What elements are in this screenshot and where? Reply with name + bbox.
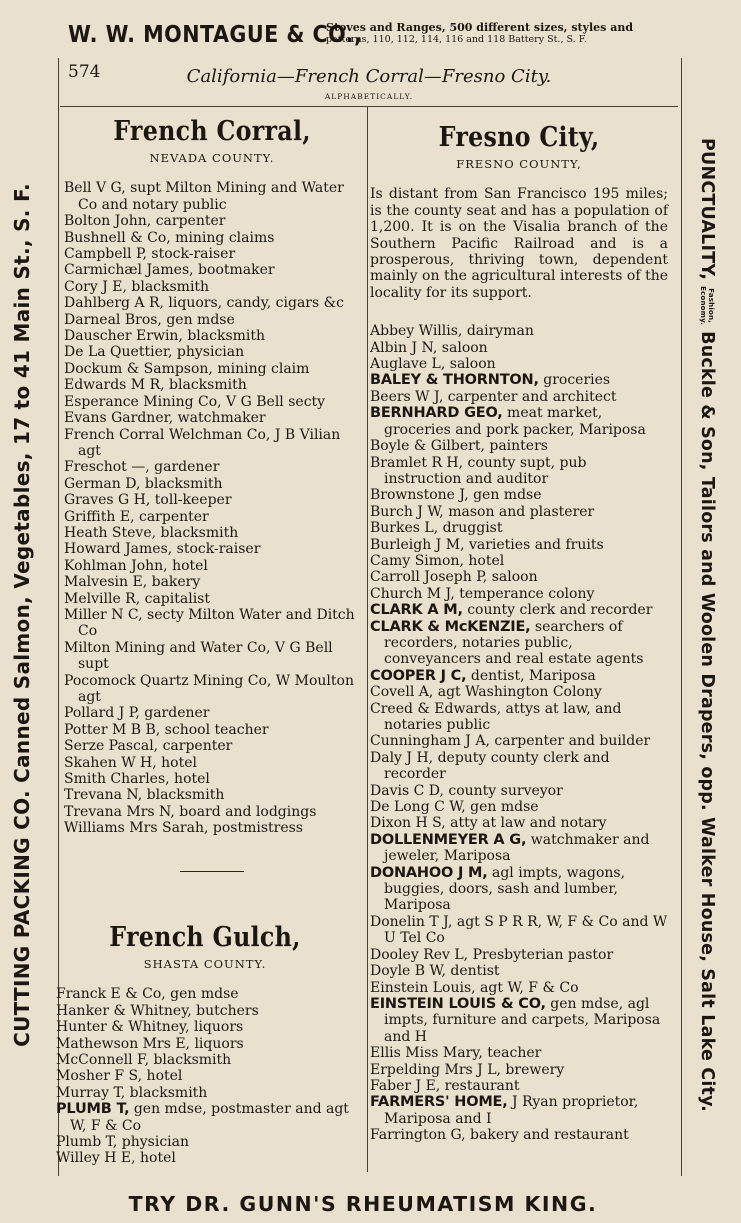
directory-entry: Carmichæl James, bootmaker	[64, 262, 275, 279]
business-name: DOLLENMEYER A G,	[370, 831, 527, 848]
business-name: COOPER J C,	[370, 667, 467, 684]
directory-entry	[370, 996, 668, 1045]
business-details: county clerk and recorder	[462, 602, 653, 619]
directory-entry: Williams Mrs Sarah, postmistress	[64, 820, 303, 837]
directory-entry: Potter M B B, school teacher	[64, 721, 269, 738]
directory-entry	[370, 832, 668, 865]
directory-entry: Murray T, blacksmith	[56, 1084, 208, 1101]
directory-entry: Donelin T J, agt S P R R, W, F & Co and W U Tel Co	[370, 913, 668, 947]
french-corral-section	[64, 116, 360, 872]
directory-entry: Ellis Miss Mary, teacher	[370, 1045, 542, 1062]
directory-entry: Davis C D, county surveyor	[370, 782, 563, 799]
right-ad-part1: PUNCTUALITY,	[697, 138, 717, 281]
top-ad-line1: Stoves and Ranges, 500 different sizes, styles and	[326, 21, 634, 34]
directory-entry: German D, blacksmith	[64, 475, 223, 492]
directory-entry: Esperance Mining Co, V G Bell secty	[64, 393, 326, 410]
fresno-city-section	[370, 122, 668, 1144]
directory-entry: Campbell P, stock-raiser	[64, 246, 236, 263]
business-details: meat market, groceries and pork packer, Mariposa	[384, 405, 646, 438]
directory-entry	[56, 1101, 354, 1134]
business-details: dentist, Mariposa	[466, 667, 596, 684]
directory-entry: Pollard J P, gardener	[64, 705, 210, 722]
directory-list	[64, 180, 360, 836]
alphabetically-label: ALPHABETICALLY.	[324, 92, 414, 101]
directory-entry	[370, 619, 668, 668]
section-divider	[180, 871, 244, 872]
town-heading: French Gulch,	[109, 922, 301, 953]
directory-entry: Mathewson Mrs E, liquors	[56, 1035, 244, 1052]
page-header	[60, 60, 678, 108]
directory-entry: Bushnell & Co, mining claims	[64, 229, 275, 246]
directory-entry: Burkes L, druggist	[370, 520, 503, 537]
top-ad-text	[326, 22, 676, 45]
top-ad-firm: W. W. MONTAGUE & CO.,	[68, 22, 363, 48]
right-ad-small2: Economy.	[699, 286, 707, 326]
directory-entry: Covell A, agt Washington Colony	[370, 684, 602, 701]
town-heading: Fresno City,	[438, 122, 600, 153]
left-margin-advertisement	[2, 60, 42, 1170]
directory-entry: Cunningham J A, carpenter and builder	[370, 733, 651, 750]
directory-entry: Farrington G, bakery and restaurant	[370, 1127, 629, 1144]
directory-entry: Bramlet R H, county supt, pub instruction and auditor	[370, 454, 587, 487]
directory-entry	[370, 602, 668, 618]
directory-entry: Erpelding Mrs J L, brewery	[370, 1061, 565, 1078]
town-description: Is distant from San Francisco 195 miles; is the county seat and has a population of 1,200. It is on the Visalia branch of the Southern Pacific Railroad and is a prosperous, thriving town, dependent mainly on the agricultural interests of the locality for its support.	[370, 186, 668, 301]
business-name: BALEY & THORNTON,	[370, 372, 539, 389]
directory-entry: Griffith E, carpenter	[64, 508, 209, 525]
directory-entry: Serze Pascal, carpenter	[64, 738, 233, 755]
directory-entry: Doyle B W, dentist	[370, 963, 500, 980]
directory-entry: Hanker & Whitney, butchers	[56, 1002, 259, 1019]
directory-entry: Pocomock Quartz Mining Co, W Moulton agt	[64, 672, 354, 705]
directory-entry	[370, 405, 668, 438]
header-rule	[60, 106, 678, 107]
directory-entry: Miller N C, secty Milton Water and Ditch Co	[64, 606, 355, 640]
directory-entry: Beers W J, carpenter and architect	[370, 388, 617, 405]
business-details: agl impts, wagons, buggies, doors, sash and lumber, Mariposa	[384, 864, 626, 914]
business-name: CLARK & McKENZIE,	[370, 618, 531, 635]
directory-entry: McConnell F, blacksmith	[56, 1052, 232, 1069]
french-gulch-section	[56, 922, 354, 1167]
column-rule	[367, 106, 368, 1172]
directory-entry: Creed & Edwards, attys at law, and notaries public	[370, 700, 622, 733]
directory-entry: Melville R, capitalist	[64, 590, 210, 607]
page-number: 574	[68, 62, 101, 82]
directory-entry: Brownstone J, gen mdse	[370, 487, 542, 504]
directory-entry: Dahlberg A R, liquors, candy, cigars &c	[64, 295, 344, 312]
directory-entry: Plumb T, physician	[56, 1134, 190, 1151]
county-label: SHASTA COUNTY.	[143, 957, 267, 971]
directory-entry: Skahen W H, hotel	[64, 754, 197, 771]
directory-entry: Dooley Rev L, Presbyterian pastor	[370, 946, 614, 963]
business-details: gen mdse, agl impts, furniture and carpets, Mariposa and H	[384, 995, 661, 1045]
business-name: EINSTEIN LOUIS & CO,	[370, 995, 546, 1012]
directory-entry: Freschot —, gardener	[64, 459, 220, 476]
directory-entry: Carroll Joseph P, saloon	[370, 569, 538, 586]
directory-entry: Trevana N, blacksmith	[64, 787, 225, 804]
directory-entry: Einstein Louis, agt W, F & Co	[370, 979, 579, 996]
directory-entry: Dockum & Sampson, mining claim	[64, 360, 310, 377]
right-ad-part2: Buckle & Son, Tailors and Woolen Drapers, opp. Walker House, Salt Lake City.	[697, 331, 717, 1112]
directory-entry: Malvesin E, bakery	[64, 574, 201, 591]
directory-entry: Boyle & Gilbert, painters	[370, 438, 548, 455]
business-details: gen mdse, postmaster and agt W, F & Co	[70, 1101, 349, 1134]
directory-list	[370, 323, 668, 1143]
directory-entry: Dauscher Erwin, blacksmith	[64, 328, 266, 345]
directory-entry: Smith Charles, hotel	[64, 771, 210, 788]
left-ad-text: CUTTING PACKING CO. Canned Salmon, Vegetables, 17 to 41 Main St., S. F.	[10, 183, 35, 1047]
county-label: NEVADA COUNTY.	[149, 151, 275, 165]
directory-entry: Church M J, temperance colony	[370, 585, 595, 602]
right-ad-small1: Fashion,	[707, 288, 715, 323]
directory-entry: De La Quettier, physician	[64, 344, 245, 361]
town-heading: French Corral,	[113, 116, 311, 147]
directory-entry: Cory J E, blacksmith	[64, 278, 210, 295]
directory-entry: Auglave L, saloon	[370, 356, 496, 373]
directory-entry: Mosher F S, hotel	[56, 1068, 183, 1085]
directory-entry: Trevana Mrs N, board and lodgings	[64, 803, 317, 820]
directory-entry: French Corral Welchman Co, J B Vilian agt	[64, 426, 341, 459]
directory-entry	[370, 1094, 668, 1127]
directory-entry	[370, 865, 668, 914]
directory-entry: Heath Steve, blacksmith	[64, 524, 239, 541]
directory-entry: De Long C W, gen mdse	[370, 799, 539, 816]
business-name: DONAHOO J M,	[370, 864, 488, 881]
page-title: California—French Corral—Fresno City.	[186, 66, 552, 87]
directory-entry: Faber J E, restaurant	[370, 1077, 520, 1094]
business-name: FARMERS' HOME,	[370, 1094, 508, 1111]
directory-entry: Bolton John, carpenter	[64, 213, 226, 230]
right-margin-advertisement	[678, 70, 736, 1180]
business-name: CLARK A M,	[370, 602, 463, 619]
directory-entry: Dixon H S, atty at law and notary	[370, 815, 607, 832]
directory-entry: Howard James, stock-raiser	[64, 541, 261, 558]
county-label: FRESNO COUNTY,	[456, 157, 582, 171]
directory-entry: Graves G H, toll-keeper	[64, 492, 232, 509]
directory-entry: Darneal Bros, gen mdse	[64, 311, 235, 328]
directory-entry: Milton Mining and Water Co, V G Bell supt	[64, 639, 333, 673]
business-name: BERNHARD GEO,	[370, 405, 503, 422]
business-details: searchers of recorders, notaries public, conveyancers and real estate agents	[384, 618, 644, 668]
bottom-advertisement: TRY DR. GUNN'S RHEUMATISM KING.	[128, 1192, 598, 1216]
business-name: PLUMB T,	[56, 1101, 130, 1118]
directory-entry: Franck E & Co, gen mdse	[56, 986, 239, 1003]
top-ad-line2: patterns, 110, 112, 114, 116 and 118 Battery St., S. F.	[326, 34, 587, 45]
directory-list	[56, 986, 354, 1166]
top-advertisement	[68, 18, 678, 58]
directory-entry: Bell V G, supt Milton Mining and Water Co and notary public	[64, 180, 344, 213]
directory-entry: Daly J H, deputy county clerk and recorder	[370, 749, 610, 783]
directory-entry: Willey H E, hotel	[56, 1150, 176, 1167]
directory-entry: Hunter & Whitney, liquors	[56, 1019, 244, 1036]
directory-entry: Albin J N, saloon	[370, 339, 488, 356]
directory-entry: Evans Gardner, watchmaker	[64, 410, 266, 427]
directory-entry	[370, 668, 668, 684]
directory-entry	[370, 372, 668, 388]
directory-entry: Camy Simon, hotel	[370, 552, 505, 569]
directory-entry: Kohlman John, hotel	[64, 557, 208, 574]
business-details: J Ryan proprietor, Mariposa and I	[384, 1094, 639, 1127]
business-details: groceries	[538, 372, 611, 389]
directory-entry: Burch J W, mason and plasterer	[370, 503, 595, 520]
right-ad-small	[699, 286, 715, 325]
directory-entry: Burleigh J M, varieties and fruits	[370, 536, 604, 553]
directory-entry: Abbey Willis, dairyman	[370, 323, 534, 340]
directory-entry: Edwards M R, blacksmith	[64, 377, 247, 394]
business-details: watchmaker and jeweler, Mariposa	[384, 831, 650, 865]
